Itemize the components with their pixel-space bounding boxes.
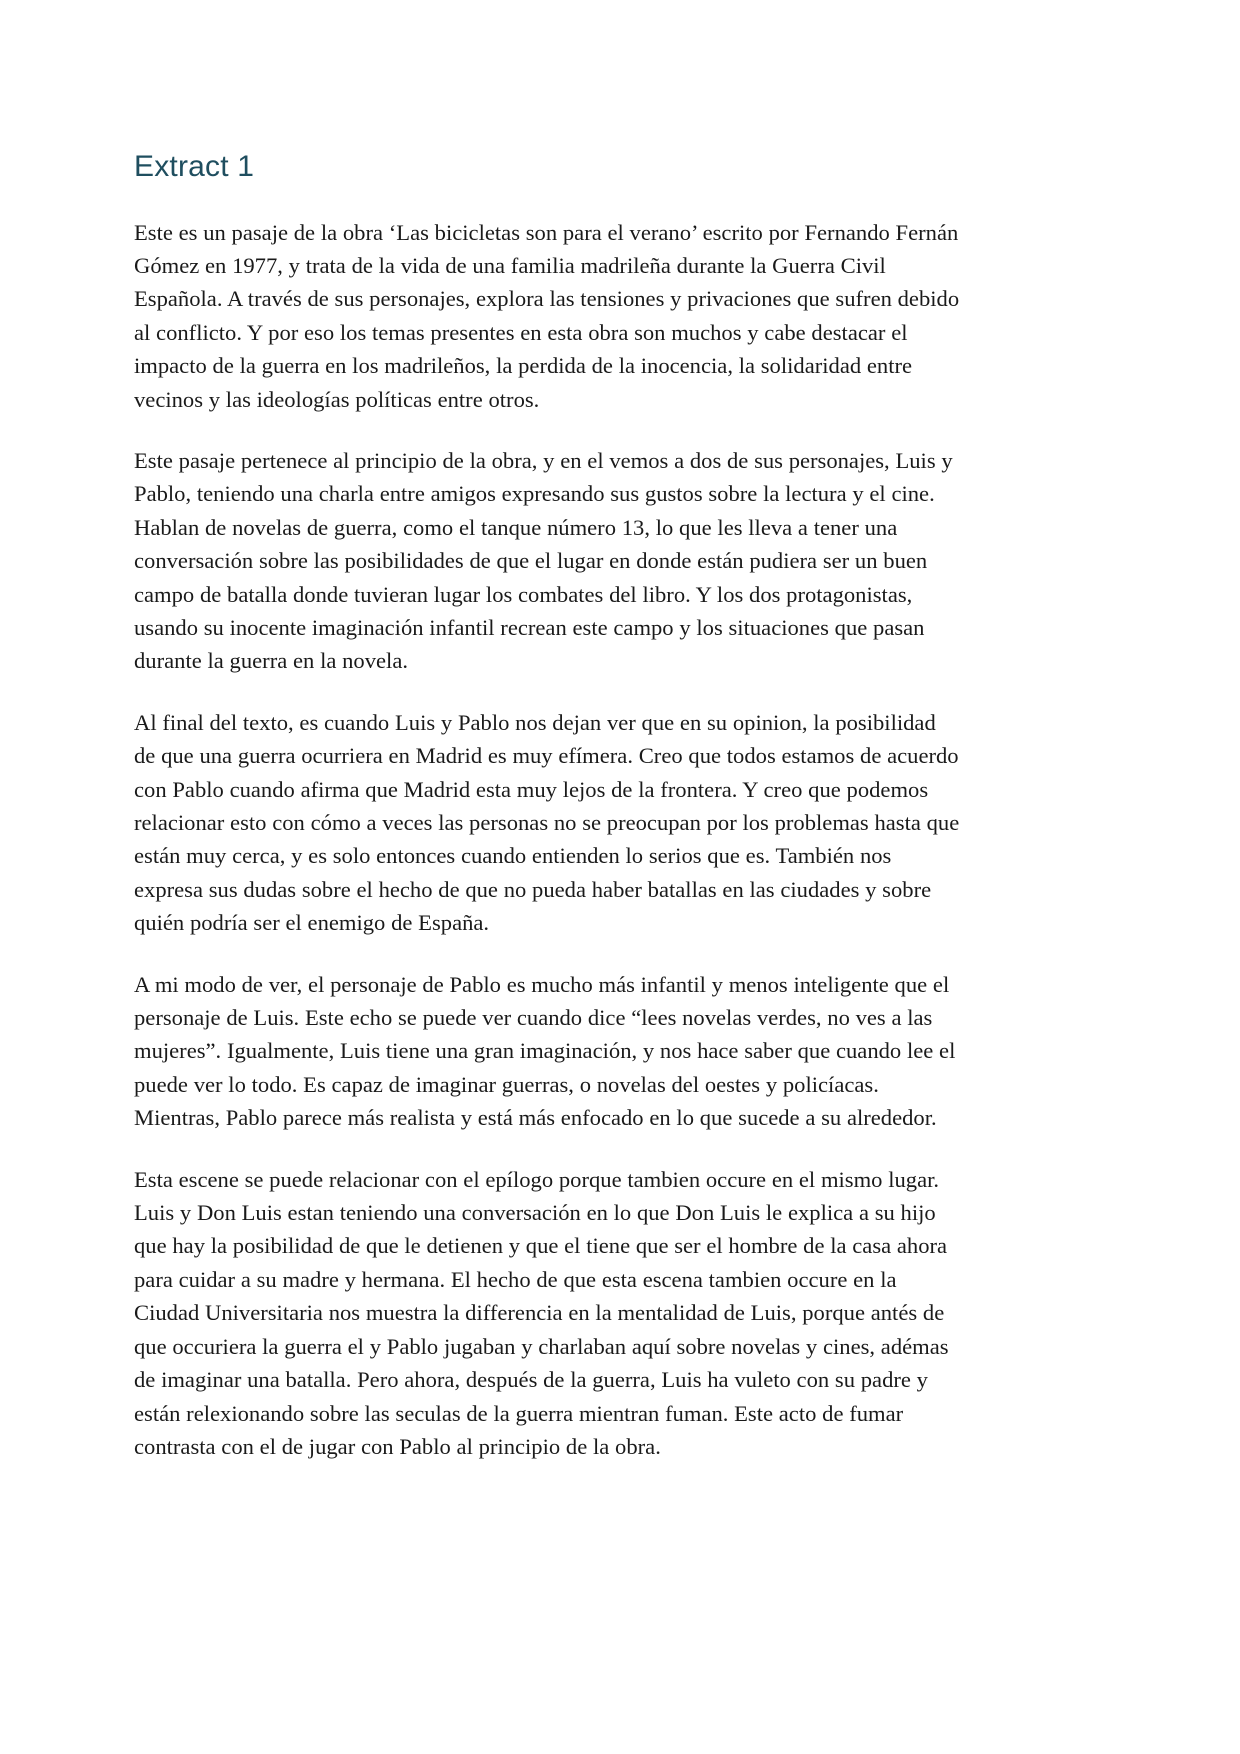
paragraph: A mi modo de ver, el personaje de Pablo es mucho más infantil y menos inteligente que el personaje de Luis. Este echo se puede ver cuando dice “lees novelas verdes, no ves a las mujeres”. Igualmente, Luis tiene una gran imaginación, y nos hace saber que cuando lee el puede ver lo todo. Es capaz de imaginar guerras, o novelas del oestes y policíacas. Mientras, Pablo parece más realista y está más enfocado en lo que sucede a su alrededor. <box>134 971 956 1131</box>
document-body <box>134 216 962 1464</box>
paragraph: Este pasaje pertenece al principio de la obra, y en el vemos a dos de sus personajes, Luis y Pablo, teniendo una charla entre amigos expresando sus gustos sobre la lectura y el cine. Hablan de novelas de guerra, como el tanque número 13, lo que les lleva a tener una conversación sobre las posibilidades de que el lugar en donde están pudiera ser un buen campo de batalla donde tuvieran lugar los combates del libro. Y los dos protagonistas, usando su inocente imaginación infantil recrean este campo y los situaciones que pasan durante la guerra en la novela. <box>134 447 953 674</box>
page-title: Extract 1 <box>134 150 255 183</box>
paragraph: Esta escene se puede relacionar con el epílogo porque tambien occure en el mismo lugar. Luis y Don Luis estan teniendo una conversación en lo que Don Luis le explica a su hijo que hay la posibilidad de que le detienen y que el tiene que ser el hombre de la casa ahora para cuidar a su madre y hermana. El hecho de que esta escena tambien occure en la Ciudad Universitaria nos muestra la differencia en la mentalidad de Luis, porque antés de que occuriera la guerra el y Pablo jugaban y charlaban aquí sobre novelas y cines, adémas de imaginar una batalla. Pero ahora, después de la guerra, Luis ha vuleto con su padre y están relexionando sobre las seculas de la guerra mientran fuman. Este acto de fumar contrasta con el de jugar con Pablo al principio de la obra. <box>134 1166 949 1459</box>
paragraph: Este es un pasaje de la obra ‘Las bicicletas son para el verano’ escrito por Fernando Fernán Gómez en 1977, y trata de la vida de una familia madrileña durante la Guerra Civil Española. A través de sus personajes, explora las tensiones y privaciones que sufren debido al conflicto. Y por eso los temas presentes en esta obra son muchos y cabe destacar el impacto de la guerra en los madrileños, la perdida de la inocencia, la solidaridad entre vecinos y las ideologías políticas entre otros. <box>134 219 960 412</box>
paragraph: Al final del texto, es cuando Luis y Pablo nos dejan ver que en su opinion, la posibilidad de que una guerra ocurriera en Madrid es muy efímera. Creo que todos estamos de acuerdo con Pablo cuando afirma que Madrid esta muy lejos de la frontera. Y creo que podemos relacionar esto con cómo a veces las personas no se preocupan por los problemas hasta que están muy cerca, y es solo entonces cuando entienden lo serios que es. También nos expresa sus dudas sobre el hecho de que no pueda haber batallas en las ciudades y sobre quién podría ser el enemigo de España. <box>134 709 960 936</box>
